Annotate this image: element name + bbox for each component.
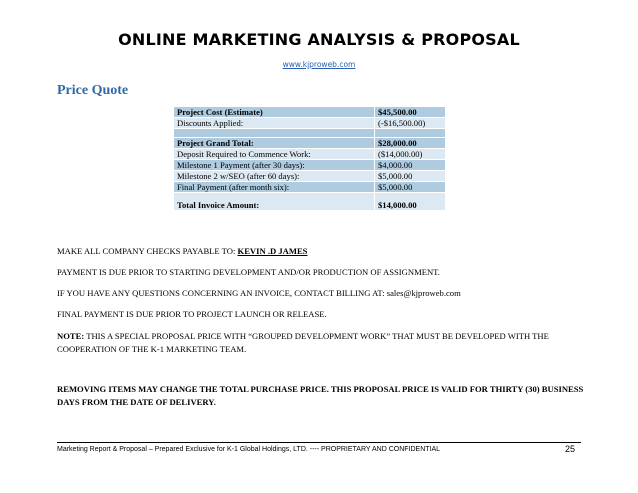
table-row bbox=[174, 107, 446, 118]
row-value: ($14,000.00) bbox=[375, 149, 446, 160]
row-label: Final Payment (after month six): bbox=[174, 182, 375, 193]
row-value: (-$16,500.00) bbox=[375, 118, 446, 129]
table-row bbox=[174, 171, 446, 182]
row-label: Deposit Required to Commence Work: bbox=[174, 149, 375, 160]
row-label bbox=[174, 129, 375, 138]
table-row-total bbox=[174, 193, 446, 211]
table-row bbox=[174, 182, 446, 193]
row-label: Milestone 2 w/SEO (after 60 days): bbox=[174, 171, 375, 182]
website-link[interactable]: www.kjproweb.com bbox=[282, 60, 356, 69]
row-value: $4,000.00 bbox=[375, 160, 446, 171]
page-number: 25 bbox=[565, 444, 576, 454]
row-value: $14,000.00 bbox=[375, 193, 446, 211]
row-label: Discounts Applied: bbox=[174, 118, 375, 129]
row-value: $5,000.00 bbox=[375, 182, 446, 193]
table-row bbox=[174, 149, 446, 160]
questions-paragraph: IF YOU HAVE ANY QUESTIONS CONCERNING AN INVOICE, CONTACT BILLING AT: sales@kjproweb.com bbox=[57, 288, 461, 298]
note-text: THIS A SPECIAL PROPOSAL PRICE WITH “GROUPED DEVELOPMENT WORK” THAT MUST BE DEVELOPED WITH THE COOPERATION OF THE K-1 MARKETING TEAM. bbox=[57, 331, 549, 354]
payee-name: KEVIN .D JAMES bbox=[237, 246, 308, 256]
row-label: Project Grand Total: bbox=[174, 138, 375, 149]
footer-text: Marketing Report & Proposal – Prepared Exclusive for K-1 Global Holdings, LTD. ---- PROPRIETARY AND CONFIDENTIAL bbox=[57, 446, 441, 453]
table-row bbox=[174, 138, 446, 149]
table-row bbox=[174, 118, 446, 129]
footer-divider bbox=[57, 442, 581, 443]
document-title: ONLINE MARKETING ANALYSIS & PROPOSAL bbox=[118, 30, 520, 49]
price-quote-table bbox=[173, 106, 446, 211]
row-value bbox=[375, 129, 446, 138]
row-label: Milestone 1 Payment (after 30 days): bbox=[174, 160, 375, 171]
removing-items-paragraph: REMOVING ITEMS MAY CHANGE THE TOTAL PURCHASE PRICE. THIS PROPOSAL PRICE IS VALID FOR THIRTY (30) BUSINESS DAYS FROM THE DATE OF DELIVERY. bbox=[57, 384, 584, 407]
table-row bbox=[174, 160, 446, 171]
row-value: $28,000.00 bbox=[375, 138, 446, 149]
row-value: $5,000.00 bbox=[375, 171, 446, 182]
section-heading: Price Quote bbox=[57, 83, 129, 98]
payment-due-paragraph: PAYMENT IS DUE PRIOR TO STARTING DEVELOPMENT AND/OR PRODUCTION OF ASSIGNMENT. bbox=[57, 267, 440, 277]
final-payment-paragraph: FINAL PAYMENT IS DUE PRIOR TO PROJECT LAUNCH OR RELEASE. bbox=[57, 309, 327, 319]
table-row-spacer bbox=[174, 129, 446, 138]
note-label: NOTE: bbox=[57, 331, 85, 341]
row-value: $45,500.00 bbox=[375, 107, 446, 118]
row-label: Project Cost (Estimate) bbox=[174, 107, 375, 118]
row-label: Total Invoice Amount: bbox=[174, 193, 375, 211]
checks-payable-paragraph bbox=[57, 245, 587, 258]
note-paragraph bbox=[57, 330, 587, 356]
checks-prefix: MAKE ALL COMPANY CHECKS PAYABLE TO: bbox=[57, 246, 238, 256]
